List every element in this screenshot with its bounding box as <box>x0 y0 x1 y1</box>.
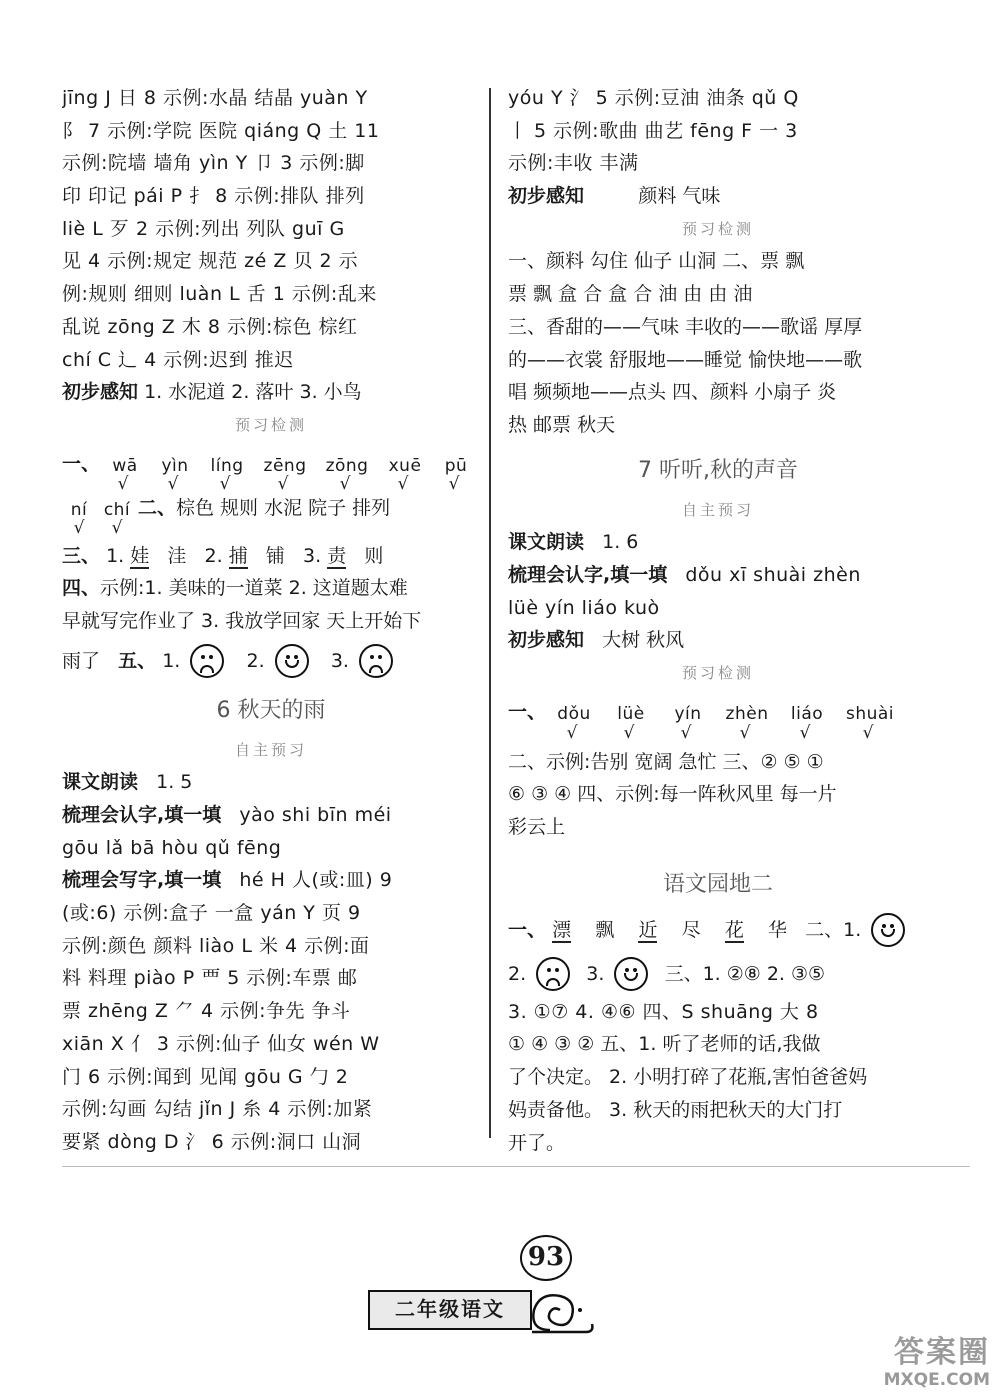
read-label: 课文朗读 <box>508 531 585 554</box>
question-label: 一、 <box>508 700 547 723</box>
pinyin-item: yín <box>674 703 702 724</box>
write-label: 梳理会写字,填一填 <box>62 869 222 892</box>
question-label: 三、 <box>62 544 101 567</box>
answer-line: 热 邮票 秋天 <box>508 413 616 436</box>
section-title: 语文园地二 <box>662 871 773 897</box>
sad-face-icon <box>536 957 570 991</box>
answer-line: 示例:勾画 勾结 jǐn J 糸 4 示例:加紧 <box>62 1098 373 1121</box>
feel-label: 初步感知 <box>508 629 585 652</box>
answer-line: 3. ①⑦ 4. ④⑥ 四、S shuāng 大 8 <box>508 1000 819 1023</box>
sad-face-icon <box>190 644 224 678</box>
lesson-title: 6 秋天的雨 <box>216 697 326 723</box>
underlined-answer: 漂 <box>552 918 572 941</box>
answer-text: 则 <box>364 544 384 567</box>
pinyin-item: zōng <box>325 455 369 476</box>
happy-face-icon <box>614 957 648 991</box>
answer-text: hé H 人(或:皿) 9 <box>239 869 393 892</box>
answer-line: 票 zhēng Z ⺈ 4 示例:争先 争斗 <box>62 1000 351 1023</box>
answer-line: 例:规则 细则 luàn L 舌 1 示例:乱来 <box>62 283 377 306</box>
pinyin-row <box>62 442 480 476</box>
answer-line: 三、香甜的——气味 丰收的——歌谣 厚厚 <box>508 315 863 338</box>
check-mark-icon: √ <box>339 473 351 494</box>
underlined-answer: 捕 <box>228 544 248 567</box>
read-text: 1. 6 <box>602 531 639 554</box>
underlined-answer: 娃 <box>130 544 150 567</box>
watermark-logo <box>826 1336 990 1392</box>
pinyin-text: yào shi bīn méi <box>239 804 392 826</box>
answer-line: 唱 频频地——点头 四、颜料 小扇子 炎 <box>508 381 837 404</box>
answer-line: 二、示例:告别 宽阔 急忙 三、② ⑤ ① <box>508 750 824 773</box>
happy-face-icon <box>871 913 905 947</box>
question-label: 五、 <box>118 649 157 672</box>
pinyin-item: yìn <box>161 455 189 476</box>
answer-line: liè L 歹 2 示例:列出 列队 guī G <box>62 217 345 240</box>
item-number: 3. <box>586 962 605 985</box>
check-row <box>508 722 928 743</box>
check-mark-icon: √ <box>117 473 129 494</box>
pinyin-item: lüè <box>617 703 645 724</box>
underlined-answer: 近 <box>638 918 658 941</box>
answer-line: 料 料理 piào P 覀 5 示例:车票 邮 <box>62 967 358 990</box>
check-mark-icon: √ <box>219 473 231 494</box>
feel-text: 1. 水泥道 2. 落叶 3. 小鸟 <box>144 381 362 404</box>
question-label: 四、 <box>62 577 101 600</box>
check-mark-icon: √ <box>397 473 409 494</box>
logo-url: MXQE.COM <box>883 1370 990 1390</box>
check-mark-icon: √ <box>111 517 123 538</box>
question-label: 一、 <box>62 452 101 475</box>
answer-text: 棕色 规则 水泥 院子 排列 <box>176 496 391 519</box>
answer-text: 华 <box>768 918 788 941</box>
item-number: 3. <box>303 544 322 567</box>
check-mark-icon: √ <box>862 722 874 743</box>
check-mark-icon: √ <box>799 722 811 743</box>
snail-mascot-icon <box>520 1270 600 1340</box>
pinyin-row <box>62 490 480 520</box>
feel-text: 大树 秋风 <box>602 629 685 652</box>
column-divider <box>489 88 491 1138</box>
pinyin-item: ní <box>70 499 88 520</box>
read-row <box>508 526 928 559</box>
answer-line: 早就写完作业了 3. 我放学回家 天上开始下 <box>62 609 422 632</box>
answer-line: ① ④ ③ ② 五、1. 听了老师的话,我做 <box>508 1033 821 1056</box>
sad-face-icon <box>359 644 393 678</box>
question-row <box>508 908 928 952</box>
answer-line: 一、颜料 勾住 仙子 山洞 二、票 飘 <box>508 250 805 273</box>
check-mark-icon: √ <box>566 722 578 743</box>
read-text: 1. 5 <box>156 771 193 794</box>
answer-line: ⑥ ③ ④ 四、示例:每一阵秋风里 每一片 <box>508 783 837 806</box>
answer-line: (或:6) 示例:盒子 一盒 yán Y 页 9 <box>62 902 361 925</box>
answer-line: 示例:院墙 墙角 yìn Y 卩 3 示例:脚 <box>62 152 365 175</box>
feel-row <box>508 180 928 213</box>
pinyin-item: chí <box>103 499 131 520</box>
recognize-label: 梳理会认字,填一填 <box>508 563 668 586</box>
pinyin-item: líng <box>210 455 244 476</box>
faces-row <box>62 638 480 684</box>
pinyin-row <box>508 690 928 724</box>
answer-line: xiān X 亻 3 示例:仙子 仙女 wén W <box>62 1032 380 1055</box>
pinyin-item: shuài <box>845 703 895 724</box>
question-row <box>62 572 480 605</box>
answer-line: 要紧 dòng D 氵 6 示例:洞口 山洞 <box>62 1130 362 1153</box>
answer-line: 丨 5 示例:歌曲 曲艺 fēng F 一 3 <box>508 119 798 142</box>
answer-text: 飘 <box>595 918 615 941</box>
answer-line: 示例:颜色 颜料 liào L 米 4 示例:面 <box>62 934 370 957</box>
section-subtitle: 自主预习 <box>234 740 307 759</box>
left-column <box>62 82 480 1159</box>
check-mark-icon: √ <box>623 722 635 743</box>
section-subtitle: 预习检测 <box>234 415 307 434</box>
right-column <box>508 82 928 1159</box>
pinyin-item: zēng <box>263 455 307 476</box>
feel-label: 初步感知 <box>62 381 139 404</box>
answer-line: chí C 辶 4 示例:迟到 推迟 <box>62 348 294 371</box>
recognize-row <box>62 799 480 832</box>
read-row <box>62 766 480 799</box>
footer-rule <box>62 1166 970 1167</box>
pinyin-item: zhèn <box>725 703 769 724</box>
footer-label: 二年级语文 <box>368 1290 532 1330</box>
feel-text: 颜料 气味 <box>638 185 721 208</box>
pinyin-item: dǒu <box>557 703 591 724</box>
answer-line: 的——衣裳 舒服地——睡觉 愉快地——歌 <box>508 348 863 371</box>
check-mark-icon: √ <box>448 473 460 494</box>
pinyin-line: gōu lǎ bā hòu qǔ fēng <box>62 836 282 859</box>
item-number: 2. <box>508 962 527 985</box>
answer-line: 开了。 <box>508 1131 566 1154</box>
section-subtitle: 自主预习 <box>681 500 754 519</box>
answer-line: yóu Y 氵 5 示例:豆油 油条 qǔ Q <box>508 87 799 109</box>
recognize-label: 梳理会认字,填一填 <box>62 804 222 826</box>
feel-label: 初步感知 <box>508 185 585 208</box>
question-row <box>62 540 480 573</box>
logo-text: 答案圈 <box>894 1335 990 1370</box>
item-number: 1. <box>162 649 181 672</box>
page-number: 93 <box>520 1235 572 1281</box>
answer-line: 示例:丰收 丰满 <box>508 152 639 175</box>
lesson-title: 7 听听,秋的声音 <box>638 457 798 483</box>
pinyin-item: pū <box>444 455 468 476</box>
answer-line: 妈责备他。 3. 秋天的雨把秋天的大门打 <box>508 1098 843 1121</box>
item-number: 3. <box>330 649 349 672</box>
check-mark-icon: √ <box>680 722 692 743</box>
item-number: 1. <box>106 544 125 567</box>
answer-text: 三、1. ②⑧ 2. ③⑤ <box>664 962 826 985</box>
underlined-answer: 责 <box>327 544 347 567</box>
pinyin-line: lüè yín liáo kuò <box>508 596 660 619</box>
faces-row <box>508 952 928 996</box>
answer-line: 阝 7 示例:学院 医院 qiáng Q 土 11 <box>62 119 380 142</box>
section-subtitle: 预习检测 <box>681 664 754 682</box>
feel-row <box>508 624 928 657</box>
check-mark-icon: √ <box>167 473 179 494</box>
answer-line: 彩云上 <box>508 816 566 839</box>
answer-text: 雨了 <box>62 649 101 672</box>
answer-text: 示例:1. 美味的一道菜 2. 这道题太难 <box>100 577 408 600</box>
happy-face-icon <box>275 644 309 678</box>
pinyin-item: wā <box>112 455 138 476</box>
read-label: 课文朗读 <box>62 771 139 794</box>
answer-line: 乱说 zōng Z 木 8 示例:棕色 棕红 <box>62 315 358 338</box>
answer-line: 门 6 示例:闻到 见闻 gōu G 勹 2 <box>62 1065 349 1088</box>
question-label: 二、 <box>138 496 177 519</box>
answer-text: 洼 <box>167 544 187 567</box>
write-row <box>62 864 480 897</box>
underlined-answer: 花 <box>724 918 744 941</box>
answer-text: 尽 <box>681 918 701 941</box>
answer-text: 二、1. <box>805 918 862 941</box>
check-mark-icon: √ <box>277 473 289 494</box>
pinyin-item: xuē <box>388 455 422 476</box>
section-subtitle: 预习检测 <box>681 219 754 238</box>
answer-line: 了个决定。 2. 小明打碎了花瓶,害怕爸爸妈 <box>508 1066 868 1089</box>
answer-line: 票 飘 盒 合 盒 合 油 由 由 油 <box>508 283 753 306</box>
check-row <box>62 517 480 538</box>
answer-text: 铺 <box>265 544 285 567</box>
item-number: 2. <box>246 649 265 672</box>
check-mark-icon: √ <box>73 517 85 538</box>
recognize-row <box>508 559 928 592</box>
answer-line: 见 4 示例:规定 规范 zé Z 贝 2 示 <box>62 250 359 273</box>
check-mark-icon: √ <box>739 722 751 743</box>
answer-line: 印 印记 pái P 扌 8 示例:排队 排列 <box>62 185 365 208</box>
check-row <box>62 473 480 494</box>
question-label: 一、 <box>508 918 547 941</box>
answer-line: jīng J 日 8 示例:水晶 结晶 yuàn Y <box>62 87 368 109</box>
feel-row <box>62 376 480 409</box>
pinyin-text: dǒu xī shuài zhèn <box>685 563 861 586</box>
pinyin-item: liáo <box>790 703 824 724</box>
item-number: 2. <box>204 544 223 567</box>
